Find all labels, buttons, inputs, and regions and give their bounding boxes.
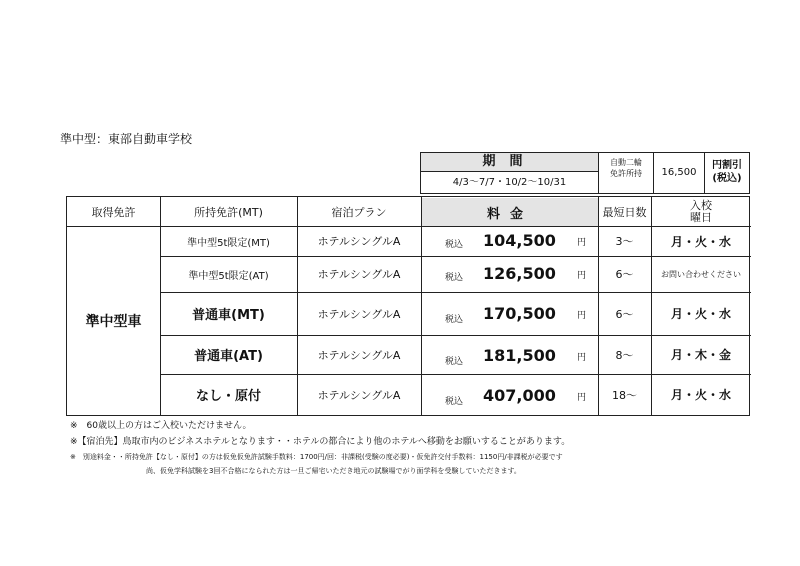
yen-unit: 円 [577, 311, 587, 321]
held-license: 準中型5t限定(MT) [187, 237, 270, 249]
stay-plan: ホテルシングルA [317, 388, 401, 402]
price-value: 181,500 [483, 346, 556, 365]
entry-day: お問い合わせください [661, 269, 741, 279]
held-license: 普通車(AT) [194, 349, 263, 364]
col-plan: 宿泊プラン [331, 205, 387, 219]
held-license: なし・原付 [195, 389, 261, 404]
school-title: 準中型：東部自動車学校 [60, 132, 193, 146]
yen-unit: 円 [577, 238, 587, 248]
price-value: 407,000 [483, 386, 556, 405]
stay-plan: ホテルシングルA [317, 307, 401, 321]
col-held-license: 所持免許(MT) [194, 205, 263, 219]
note-age: ※ 60歳以上の方はご入校いただけません。 [70, 421, 252, 431]
yen-unit: 円 [577, 353, 587, 363]
price-value: 104,500 [483, 231, 556, 250]
price-table [66, 196, 750, 416]
held-license: 普通車(MT) [192, 308, 265, 323]
entry-day: 月・火・水 [670, 307, 731, 321]
price-value: 126,500 [483, 264, 556, 283]
entry-day: 月・火・水 [670, 388, 731, 402]
discount-amount: 16,500 [661, 167, 697, 178]
yen-unit: 円 [577, 393, 587, 403]
note-extra-fee: ※ 別途料金・・所持免許【なし・原付】の方は仮免仮免許試験手数料：1700円/回：非課税(受験の度必要)・仮免許交付手数料：1150円/非課税が必要です [70, 453, 563, 461]
motorcycle-holder-label: 自動二輪 免許所持 [610, 158, 642, 178]
tax-label: 税込 [445, 273, 464, 283]
min-days: 18～ [612, 388, 637, 402]
period-range: 4/3～7/7・10/2～10/31 [452, 177, 567, 188]
min-days: 8～ [615, 348, 634, 362]
col-price: 料金 [422, 198, 598, 226]
yen-unit: 円 [577, 271, 587, 281]
min-days: 6～ [615, 307, 634, 321]
tax-label: 税込 [445, 357, 464, 367]
col-entry-day: 入校 曜日 [690, 198, 712, 224]
stay-plan: ホテルシングルA [317, 348, 401, 362]
stay-plan: ホテルシングルA [317, 235, 401, 248]
entry-day: 月・木・金 [670, 348, 731, 362]
stay-plan: ホテルシングルA [317, 268, 401, 281]
held-license: 準中型5t限定(AT) [188, 270, 269, 282]
price-value: 170,500 [483, 304, 556, 323]
min-days: 3～ [615, 235, 634, 248]
tax-label: 税込 [445, 397, 464, 407]
min-days: 6～ [615, 268, 634, 281]
period-label: 期間 [421, 153, 598, 171]
tax-label: 税込 [445, 240, 464, 250]
tax-label: 税込 [445, 315, 464, 325]
category-label: 準中型車 [85, 313, 142, 330]
entry-day: 月・火・水 [670, 234, 731, 249]
period-header [420, 152, 750, 194]
note-retest: 尚、仮免学科試験を3回不合格になられた方は一旦ご帰宅いただき地元の試験場でがり面学科を受験していただきます。 [146, 467, 521, 475]
col-min-days: 最短日数 [602, 205, 647, 219]
note-lodging: ※【宿泊先】鳥取市内のビジネスホテルとなります・・ホテルの都合により他のホテルへ移動をお願いすることがあります。 [70, 437, 571, 447]
discount-label: 円割引 (税込) [712, 160, 742, 184]
col-acquire: 取得免許 [91, 205, 136, 219]
